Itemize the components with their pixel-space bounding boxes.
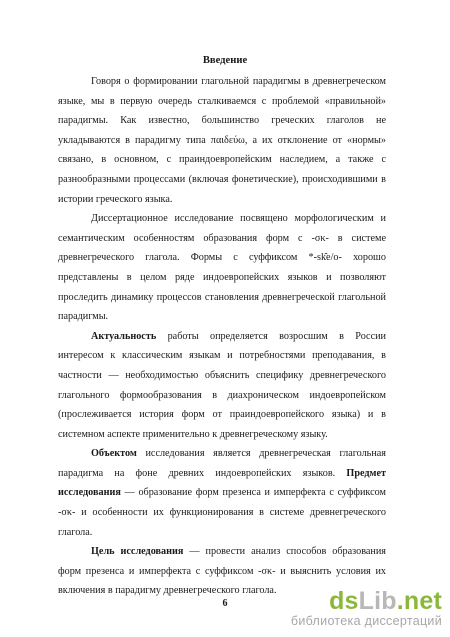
term-object: Объектом — [91, 448, 137, 460]
watermark-subtitle: библиотека диссертаций — [290, 614, 442, 628]
paragraph-text: работы определяется возросшим в России интересом к классическим языкам и потребностями преподавания, в частности — необходимостью объяснить специфику древнегреческого глагольного формообразования в диахроническом индоевропейском (прослеживается история форм от праиндоевропейского языка) и в системном аспекте применительно к древнегреческому языку. — [58, 330, 386, 440]
dslib-watermark — [291, 588, 442, 628]
page-number: 6 — [222, 598, 228, 609]
section-heading: Введение — [202, 55, 248, 66]
dslib-logo: dsLib.net — [329, 587, 442, 615]
paragraph-text: Диссертационное исследование посвящено морфологическим и семантическим особенностям образования форм с -σκ- в системе древнегреческого глагола. Формы с суффиксом *-sk̑e/o- хорошо представлены в целом ряде индоевропейских языков и позволяют проследить динамику процессов становления древнегреческой глагольной парадигмы. — [58, 213, 386, 323]
paragraph-object-subject — [58, 444, 386, 542]
paragraph-topic — [58, 209, 386, 327]
paragraph-intro — [58, 72, 386, 209]
paragraph-text: исследования является древнегреческая глагольная парадигма на фоне древних индоевропейских языков. — [58, 448, 386, 479]
document-body — [58, 72, 386, 601]
paragraph-text: Говоря о формировании глагольной парадигмы в древнегреческом языке, мы в первую очередь сталкиваемся с проблемой «правильной» парадигмы. Как известно, большинство греческих глаголов не укладываются в парадигму типа παιδεύω, а их отклонение от «нормы» связано, в основном, с праиндоевропейским наследием, а также с разнообразными процессами (включая фонетические), происходившими в истории греческого языка. — [58, 76, 386, 205]
term-relevance: Актуальность — [91, 330, 157, 342]
paragraph-text: — провести анализ способов образования форм презенса и имперфекта с суффиксом -σκ- и выяснить условия их включения в парадигму древнегреческого глагола. — [58, 546, 386, 597]
term-goal: Цель исследования — [91, 546, 184, 558]
paragraph-text: — образование форм презенса и имперфекта с суффиксом -σκ- и особенности их функционирования в системе древнегреческого глагола. — [58, 487, 386, 538]
term-subject: Предмет исследования — [58, 467, 386, 499]
paragraph-relevance — [58, 327, 386, 445]
